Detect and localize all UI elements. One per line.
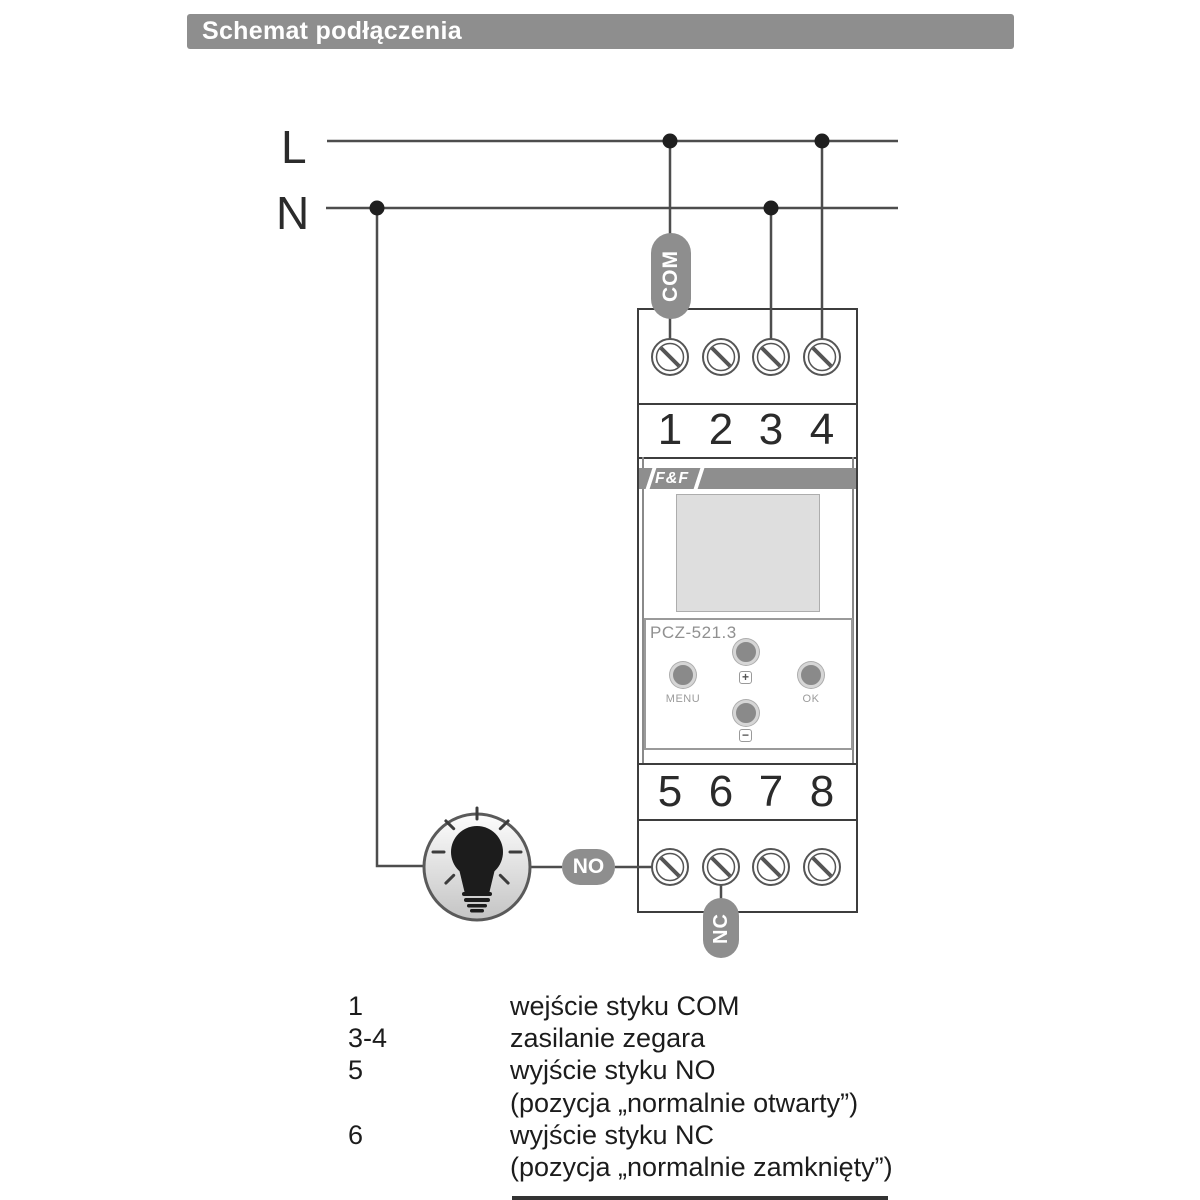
terminal-number: 7 [758, 767, 784, 816]
brand-band [639, 468, 856, 489]
section-header [187, 14, 1014, 49]
legend-key: 6 [348, 1120, 364, 1150]
legend-key: 3-4 [348, 1023, 388, 1053]
legend-text: zasilanie zegara [510, 1023, 706, 1053]
com-pill-label: COM [659, 250, 682, 302]
terminal-number: 3 [758, 405, 784, 454]
junction-dot [663, 134, 678, 149]
terminal-number: 1 [657, 405, 683, 454]
legend-key: 5 [348, 1055, 364, 1085]
terminal-number: 2 [708, 405, 734, 454]
junction-dot [815, 134, 830, 149]
terminal-number: 4 [809, 405, 835, 454]
junction-dot [370, 201, 385, 216]
no-pill-label: NO [572, 855, 605, 878]
menu-button-label: MENU [665, 693, 701, 705]
nc-pill-label: NC [709, 912, 732, 944]
plus-symbol-box: + [739, 671, 752, 684]
legend-text: wyjście styku NC [510, 1120, 715, 1150]
ok-button [798, 662, 824, 688]
legend-text: (pozycja „normalnie otwarty”) [510, 1088, 859, 1118]
device-divider [639, 819, 856, 821]
lamp-icon [424, 808, 530, 920]
bottom-crop-bar [512, 1196, 888, 1200]
brand-stripe [693, 468, 705, 489]
device-divider [639, 457, 856, 459]
terminal-number: 6 [708, 767, 734, 816]
model-label: PCZ-521.3 [650, 623, 737, 642]
lamp-branch-wire [377, 208, 426, 866]
legend-key: 1 [348, 991, 364, 1021]
no-pill [562, 849, 615, 885]
menu-button [670, 662, 696, 688]
legend-text: (pozycja „normalnie zamknięty”) [510, 1152, 893, 1182]
lamp-rays [433, 808, 521, 883]
lcd-screen [676, 494, 820, 612]
terminal-number: 5 [657, 767, 683, 816]
line-label-l: L [281, 121, 307, 173]
legend-text: wyjście styku NO [510, 1055, 716, 1085]
com-pill [651, 233, 691, 319]
nc-pill [703, 898, 739, 958]
brand-logo: F&F [655, 470, 690, 487]
section-title: Schemat podłączenia [202, 17, 462, 45]
ok-button-label: OK [802, 693, 820, 705]
minus-symbol-box: − [739, 729, 752, 742]
junction-dots [370, 134, 830, 216]
line-label-n: N [276, 187, 310, 239]
device-divider [639, 763, 856, 765]
terminal-number: 8 [809, 767, 835, 816]
junction-dot [764, 201, 779, 216]
minus-button [733, 700, 759, 726]
plus-button [733, 639, 759, 665]
legend-text: wejście styku COM [510, 991, 740, 1021]
